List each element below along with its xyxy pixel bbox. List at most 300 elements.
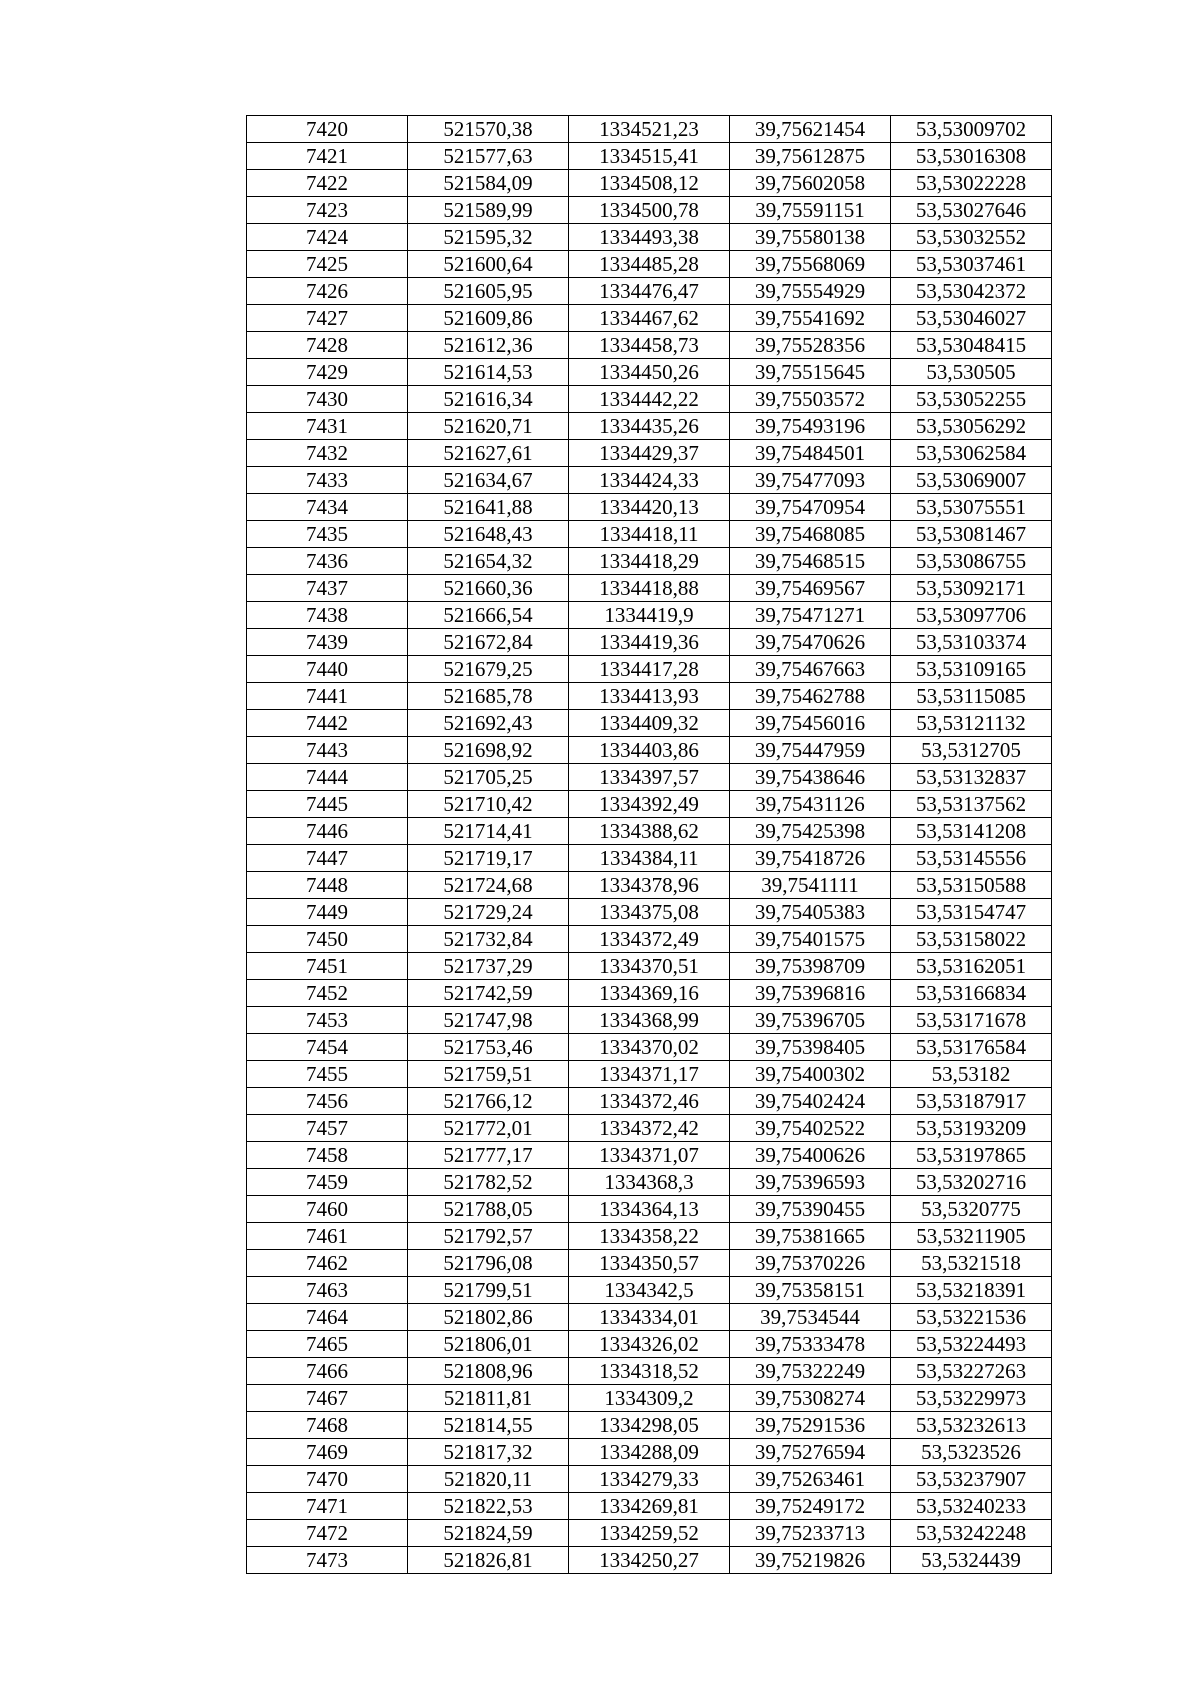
latitude-cell: 53,53137562 [891,791,1052,818]
latitude-cell: 53,53109165 [891,656,1052,683]
longitude-cell: 39,75358151 [730,1277,891,1304]
longitude-cell: 39,75471271 [730,602,891,629]
x-coordinate-cell: 521802,86 [408,1304,569,1331]
y-coordinate-cell: 1334370,51 [569,953,730,980]
longitude-cell: 39,75447959 [730,737,891,764]
point-number-cell: 7425 [247,251,408,278]
y-coordinate-cell: 1334403,86 [569,737,730,764]
longitude-cell: 39,75333478 [730,1331,891,1358]
longitude-cell: 39,75291536 [730,1412,891,1439]
x-coordinate-cell: 521824,59 [408,1520,569,1547]
y-coordinate-cell: 1334392,49 [569,791,730,818]
x-coordinate-cell: 521614,53 [408,359,569,386]
point-number-cell: 7422 [247,170,408,197]
latitude-cell: 53,53016308 [891,143,1052,170]
x-coordinate-cell: 521577,63 [408,143,569,170]
latitude-cell: 53,53187917 [891,1088,1052,1115]
x-coordinate-cell: 521648,43 [408,521,569,548]
latitude-cell: 53,53037461 [891,251,1052,278]
latitude-cell: 53,53150588 [891,872,1052,899]
longitude-cell: 39,75462788 [730,683,891,710]
latitude-cell: 53,53121132 [891,710,1052,737]
longitude-cell: 39,75431126 [730,791,891,818]
latitude-cell: 53,53182 [891,1061,1052,1088]
table-row [247,359,1052,386]
point-number-cell: 7443 [247,737,408,764]
latitude-cell: 53,53075551 [891,494,1052,521]
x-coordinate-cell: 521714,41 [408,818,569,845]
y-coordinate-cell: 1334298,05 [569,1412,730,1439]
point-number-cell: 7463 [247,1277,408,1304]
table-row [247,548,1052,575]
y-coordinate-cell: 1334450,26 [569,359,730,386]
y-coordinate-cell: 1334493,38 [569,224,730,251]
table-row [247,1115,1052,1142]
point-number-cell: 7435 [247,521,408,548]
y-coordinate-cell: 1334364,13 [569,1196,730,1223]
point-number-cell: 7429 [247,359,408,386]
y-coordinate-cell: 1334368,3 [569,1169,730,1196]
y-coordinate-cell: 1334372,42 [569,1115,730,1142]
x-coordinate-cell: 521685,78 [408,683,569,710]
point-number-cell: 7447 [247,845,408,872]
latitude-cell: 53,53227263 [891,1358,1052,1385]
table-row [247,251,1052,278]
x-coordinate-cell: 521692,43 [408,710,569,737]
table-row [247,872,1052,899]
longitude-cell: 39,75405383 [730,899,891,926]
y-coordinate-cell: 1334420,13 [569,494,730,521]
table-row [247,683,1052,710]
latitude-cell: 53,53197865 [891,1142,1052,1169]
point-number-cell: 7450 [247,926,408,953]
latitude-cell: 53,53132837 [891,764,1052,791]
x-coordinate-cell: 521799,51 [408,1277,569,1304]
point-number-cell: 7471 [247,1493,408,1520]
x-coordinate-cell: 521679,25 [408,656,569,683]
y-coordinate-cell: 1334458,73 [569,332,730,359]
point-number-cell: 7438 [247,602,408,629]
y-coordinate-cell: 1334375,08 [569,899,730,926]
table-row [247,467,1052,494]
latitude-cell: 53,53115085 [891,683,1052,710]
x-coordinate-cell: 521732,84 [408,926,569,953]
latitude-cell: 53,53218391 [891,1277,1052,1304]
x-coordinate-cell: 521826,81 [408,1547,569,1574]
y-coordinate-cell: 1334279,33 [569,1466,730,1493]
x-coordinate-cell: 521672,84 [408,629,569,656]
longitude-cell: 39,75398405 [730,1034,891,1061]
point-number-cell: 7449 [247,899,408,926]
y-coordinate-cell: 1334419,36 [569,629,730,656]
x-coordinate-cell: 521570,38 [408,116,569,143]
point-number-cell: 7430 [247,386,408,413]
x-coordinate-cell: 521782,52 [408,1169,569,1196]
longitude-cell: 39,75468515 [730,548,891,575]
latitude-cell: 53,53154747 [891,899,1052,926]
latitude-cell: 53,53229973 [891,1385,1052,1412]
y-coordinate-cell: 1334334,01 [569,1304,730,1331]
y-coordinate-cell: 1334435,26 [569,413,730,440]
point-number-cell: 7440 [247,656,408,683]
latitude-cell: 53,5312705 [891,737,1052,764]
latitude-cell: 53,53092171 [891,575,1052,602]
x-coordinate-cell: 521705,25 [408,764,569,791]
point-number-cell: 7426 [247,278,408,305]
longitude-cell: 39,75470954 [730,494,891,521]
latitude-cell: 53,53202716 [891,1169,1052,1196]
point-number-cell: 7454 [247,1034,408,1061]
y-coordinate-cell: 1334467,62 [569,305,730,332]
latitude-cell: 53,53048415 [891,332,1052,359]
table-row [247,1034,1052,1061]
latitude-cell: 53,53171678 [891,1007,1052,1034]
point-number-cell: 7465 [247,1331,408,1358]
longitude-cell: 39,75467663 [730,656,891,683]
point-number-cell: 7460 [247,1196,408,1223]
x-coordinate-cell: 521766,12 [408,1088,569,1115]
y-coordinate-cell: 1334521,23 [569,116,730,143]
latitude-cell: 53,53081467 [891,521,1052,548]
longitude-cell: 39,75438646 [730,764,891,791]
point-number-cell: 7431 [247,413,408,440]
table-row [247,1142,1052,1169]
longitude-cell: 39,75468085 [730,521,891,548]
table-row [247,1385,1052,1412]
y-coordinate-cell: 1334342,5 [569,1277,730,1304]
latitude-cell: 53,53166834 [891,980,1052,1007]
longitude-cell: 39,75425398 [730,818,891,845]
longitude-cell: 39,75249172 [730,1493,891,1520]
latitude-cell: 53,53237907 [891,1466,1052,1493]
y-coordinate-cell: 1334368,99 [569,1007,730,1034]
latitude-cell: 53,53141208 [891,818,1052,845]
y-coordinate-cell: 1334378,96 [569,872,730,899]
x-coordinate-cell: 521719,17 [408,845,569,872]
point-number-cell: 7442 [247,710,408,737]
x-coordinate-cell: 521808,96 [408,1358,569,1385]
y-coordinate-cell: 1334372,46 [569,1088,730,1115]
longitude-cell: 39,75602058 [730,170,891,197]
x-coordinate-cell: 521589,99 [408,197,569,224]
point-number-cell: 7446 [247,818,408,845]
longitude-cell: 39,75418726 [730,845,891,872]
x-coordinate-cell: 521698,92 [408,737,569,764]
y-coordinate-cell: 1334384,11 [569,845,730,872]
table-row [247,224,1052,251]
table-row [247,899,1052,926]
x-coordinate-cell: 521609,86 [408,305,569,332]
point-number-cell: 7434 [247,494,408,521]
latitude-cell: 53,53032552 [891,224,1052,251]
y-coordinate-cell: 1334515,41 [569,143,730,170]
point-number-cell: 7423 [247,197,408,224]
x-coordinate-cell: 521822,53 [408,1493,569,1520]
y-coordinate-cell: 1334388,62 [569,818,730,845]
table-row [247,1493,1052,1520]
y-coordinate-cell: 1334413,93 [569,683,730,710]
y-coordinate-cell: 1334318,52 [569,1358,730,1385]
longitude-cell: 39,75469567 [730,575,891,602]
point-number-cell: 7452 [247,980,408,1007]
table-row [247,1223,1052,1250]
longitude-cell: 39,75580138 [730,224,891,251]
latitude-cell: 53,53027646 [891,197,1052,224]
point-number-cell: 7455 [247,1061,408,1088]
latitude-cell: 53,53086755 [891,548,1052,575]
x-coordinate-cell: 521772,01 [408,1115,569,1142]
longitude-cell: 39,75591151 [730,197,891,224]
y-coordinate-cell: 1334442,22 [569,386,730,413]
x-coordinate-cell: 521814,55 [408,1412,569,1439]
x-coordinate-cell: 521759,51 [408,1061,569,1088]
x-coordinate-cell: 521817,32 [408,1439,569,1466]
table-row [247,1007,1052,1034]
latitude-cell: 53,53056292 [891,413,1052,440]
point-number-cell: 7464 [247,1304,408,1331]
x-coordinate-cell: 521595,32 [408,224,569,251]
point-number-cell: 7436 [247,548,408,575]
y-coordinate-cell: 1334397,57 [569,764,730,791]
table-row [247,1520,1052,1547]
table-row [247,305,1052,332]
table-body [247,116,1052,1574]
y-coordinate-cell: 1334309,2 [569,1385,730,1412]
point-number-cell: 7433 [247,467,408,494]
point-number-cell: 7445 [247,791,408,818]
longitude-cell: 39,75554929 [730,278,891,305]
longitude-cell: 39,75263461 [730,1466,891,1493]
x-coordinate-cell: 521634,67 [408,467,569,494]
table-row [247,1439,1052,1466]
y-coordinate-cell: 1334418,29 [569,548,730,575]
latitude-cell: 53,53103374 [891,629,1052,656]
latitude-cell: 53,53042372 [891,278,1052,305]
y-coordinate-cell: 1334358,22 [569,1223,730,1250]
x-coordinate-cell: 521620,71 [408,413,569,440]
table-row [247,629,1052,656]
table-row [247,278,1052,305]
point-number-cell: 7444 [247,764,408,791]
x-coordinate-cell: 521747,98 [408,1007,569,1034]
table-row [247,710,1052,737]
longitude-cell: 39,75402522 [730,1115,891,1142]
table-row [247,1277,1052,1304]
latitude-cell: 53,53046027 [891,305,1052,332]
latitude-cell: 53,5320775 [891,1196,1052,1223]
x-coordinate-cell: 521788,05 [408,1196,569,1223]
x-coordinate-cell: 521811,81 [408,1385,569,1412]
longitude-cell: 39,75528356 [730,332,891,359]
x-coordinate-cell: 521742,59 [408,980,569,1007]
longitude-cell: 39,75401575 [730,926,891,953]
latitude-cell: 53,53052255 [891,386,1052,413]
table-row [247,386,1052,413]
table-row [247,926,1052,953]
y-coordinate-cell: 1334418,11 [569,521,730,548]
latitude-cell: 53,53097706 [891,602,1052,629]
point-number-cell: 7437 [247,575,408,602]
point-number-cell: 7468 [247,1412,408,1439]
table-row [247,1169,1052,1196]
table-row [247,1061,1052,1088]
longitude-cell: 39,75322249 [730,1358,891,1385]
point-number-cell: 7453 [247,1007,408,1034]
y-coordinate-cell: 1334500,78 [569,197,730,224]
longitude-cell: 39,75470626 [730,629,891,656]
point-number-cell: 7420 [247,116,408,143]
x-coordinate-cell: 521627,61 [408,440,569,467]
point-number-cell: 7458 [247,1142,408,1169]
point-number-cell: 7459 [247,1169,408,1196]
latitude-cell: 53,53224493 [891,1331,1052,1358]
longitude-cell: 39,75370226 [730,1250,891,1277]
longitude-cell: 39,75219826 [730,1547,891,1574]
latitude-cell: 53,53162051 [891,953,1052,980]
y-coordinate-cell: 1334429,37 [569,440,730,467]
table-row [247,1547,1052,1574]
point-number-cell: 7462 [247,1250,408,1277]
y-coordinate-cell: 1334476,47 [569,278,730,305]
longitude-cell: 39,75381665 [730,1223,891,1250]
table-row [247,1358,1052,1385]
latitude-cell: 53,53062584 [891,440,1052,467]
x-coordinate-cell: 521729,24 [408,899,569,926]
y-coordinate-cell: 1334418,88 [569,575,730,602]
table-row [247,1088,1052,1115]
table-row [247,1304,1052,1331]
coordinates-table [246,115,1052,1574]
x-coordinate-cell: 521737,29 [408,953,569,980]
longitude-cell: 39,75503572 [730,386,891,413]
latitude-cell: 53,53221536 [891,1304,1052,1331]
table-row [247,818,1052,845]
y-coordinate-cell: 1334409,32 [569,710,730,737]
latitude-cell: 53,53009702 [891,116,1052,143]
y-coordinate-cell: 1334259,52 [569,1520,730,1547]
y-coordinate-cell: 1334508,12 [569,170,730,197]
y-coordinate-cell: 1334370,02 [569,1034,730,1061]
x-coordinate-cell: 521641,88 [408,494,569,521]
table-row [247,764,1052,791]
latitude-cell: 53,5324439 [891,1547,1052,1574]
table-row [247,197,1052,224]
x-coordinate-cell: 521616,34 [408,386,569,413]
y-coordinate-cell: 1334350,57 [569,1250,730,1277]
longitude-cell: 39,7534544 [730,1304,891,1331]
longitude-cell: 39,75612875 [730,143,891,170]
x-coordinate-cell: 521666,54 [408,602,569,629]
longitude-cell: 39,75515645 [730,359,891,386]
table-row [247,602,1052,629]
point-number-cell: 7457 [247,1115,408,1142]
longitude-cell: 39,75477093 [730,467,891,494]
point-number-cell: 7469 [247,1439,408,1466]
x-coordinate-cell: 521612,36 [408,332,569,359]
x-coordinate-cell: 521777,17 [408,1142,569,1169]
x-coordinate-cell: 521724,68 [408,872,569,899]
point-number-cell: 7466 [247,1358,408,1385]
y-coordinate-cell: 1334371,07 [569,1142,730,1169]
table-row [247,332,1052,359]
table-row [247,116,1052,143]
latitude-cell: 53,53176584 [891,1034,1052,1061]
x-coordinate-cell: 521600,64 [408,251,569,278]
point-number-cell: 7470 [247,1466,408,1493]
y-coordinate-cell: 1334326,02 [569,1331,730,1358]
point-number-cell: 7451 [247,953,408,980]
latitude-cell: 53,5321518 [891,1250,1052,1277]
table-row [247,143,1052,170]
table-row [247,791,1052,818]
point-number-cell: 7461 [247,1223,408,1250]
x-coordinate-cell: 521605,95 [408,278,569,305]
y-coordinate-cell: 1334288,09 [569,1439,730,1466]
longitude-cell: 39,75456016 [730,710,891,737]
table-row [247,656,1052,683]
latitude-cell: 53,53242248 [891,1520,1052,1547]
point-number-cell: 7473 [247,1547,408,1574]
table-row [247,440,1052,467]
latitude-cell: 53,5323526 [891,1439,1052,1466]
y-coordinate-cell: 1334371,17 [569,1061,730,1088]
table-row [247,413,1052,440]
y-coordinate-cell: 1334485,28 [569,251,730,278]
longitude-cell: 39,75398709 [730,953,891,980]
latitude-cell: 53,53145556 [891,845,1052,872]
longitude-cell: 39,75541692 [730,305,891,332]
latitude-cell: 53,53158022 [891,926,1052,953]
point-number-cell: 7421 [247,143,408,170]
point-number-cell: 7441 [247,683,408,710]
x-coordinate-cell: 521584,09 [408,170,569,197]
point-number-cell: 7424 [247,224,408,251]
x-coordinate-cell: 521806,01 [408,1331,569,1358]
table-row [247,953,1052,980]
latitude-cell: 53,53232613 [891,1412,1052,1439]
table-row [247,980,1052,1007]
x-coordinate-cell: 521792,57 [408,1223,569,1250]
point-number-cell: 7428 [247,332,408,359]
longitude-cell: 39,75233713 [730,1520,891,1547]
longitude-cell: 39,75493196 [730,413,891,440]
y-coordinate-cell: 1334250,27 [569,1547,730,1574]
table-row [247,1250,1052,1277]
table-row [247,1466,1052,1493]
longitude-cell: 39,75396705 [730,1007,891,1034]
x-coordinate-cell: 521820,11 [408,1466,569,1493]
longitude-cell: 39,75621454 [730,116,891,143]
longitude-cell: 39,75568069 [730,251,891,278]
longitude-cell: 39,75484501 [730,440,891,467]
y-coordinate-cell: 1334369,16 [569,980,730,1007]
table-row [247,737,1052,764]
point-number-cell: 7439 [247,629,408,656]
point-number-cell: 7456 [247,1088,408,1115]
longitude-cell: 39,75396593 [730,1169,891,1196]
table-row [247,575,1052,602]
table-row [247,845,1052,872]
latitude-cell: 53,53022228 [891,170,1052,197]
table-row [247,170,1052,197]
point-number-cell: 7467 [247,1385,408,1412]
longitude-cell: 39,75400302 [730,1061,891,1088]
table-row [247,494,1052,521]
y-coordinate-cell: 1334424,33 [569,467,730,494]
longitude-cell: 39,7541111 [730,872,891,899]
y-coordinate-cell: 1334417,28 [569,656,730,683]
table-row [247,1196,1052,1223]
